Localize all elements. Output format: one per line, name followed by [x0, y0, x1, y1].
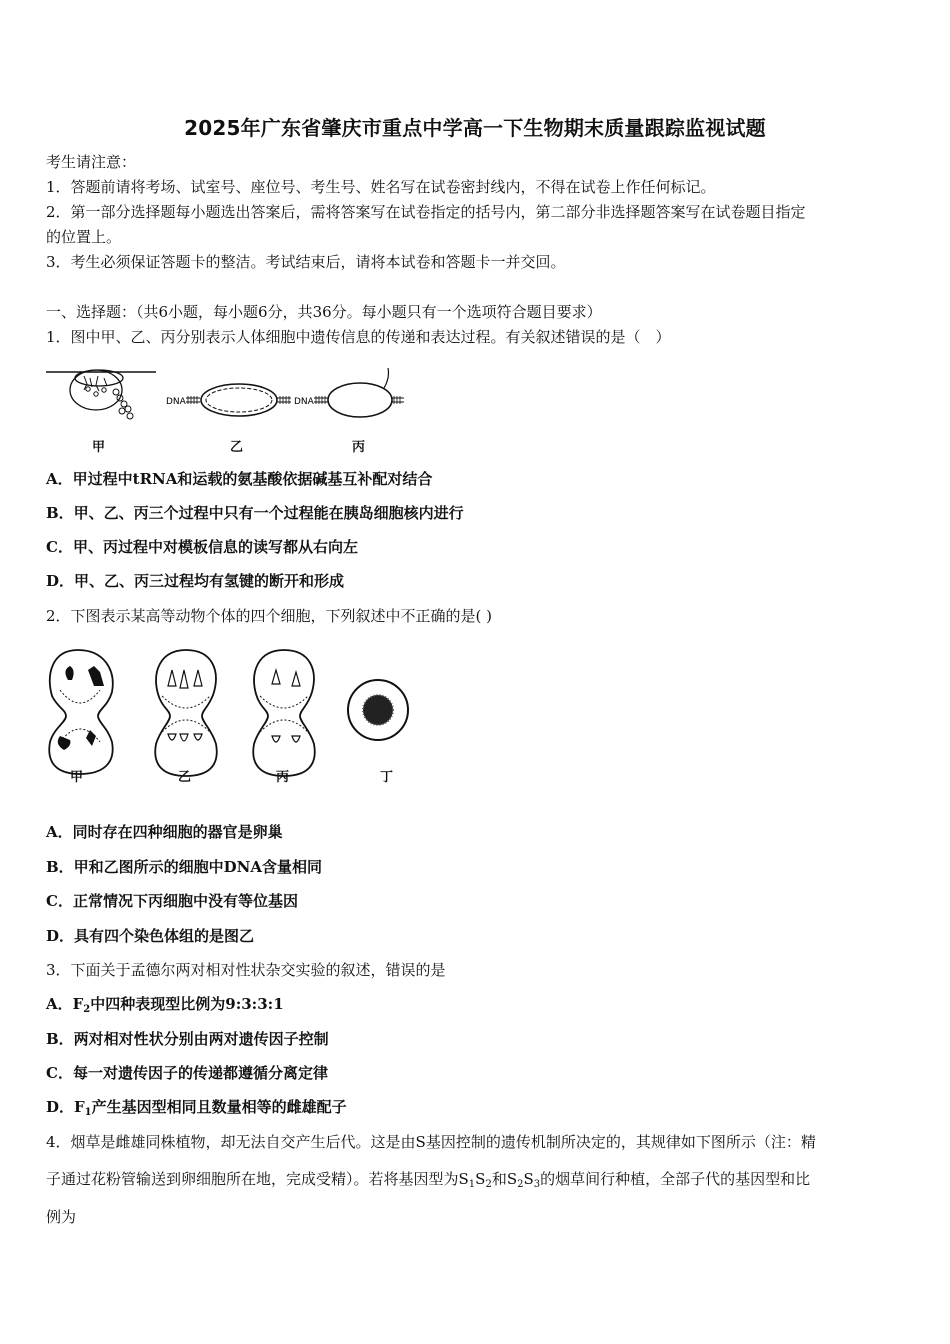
question-2-stem: 2．下图表示某高等动物个体的四个细胞，下列叙述中不正确的是( ): [46, 607, 493, 625]
cell-ding: [348, 680, 408, 740]
subscript: 2: [485, 1179, 492, 1190]
transcription-diagram: [294, 368, 404, 417]
question-3-stem: 3．下面关于孟德尔两对相对性状杂交实验的叙述，错误的是: [46, 961, 446, 979]
subscript: 1: [468, 1179, 476, 1190]
option-a: [46, 994, 904, 1014]
subscript: 1: [84, 1107, 92, 1118]
notice-item: 1．答题前请将考场、试室号、座位号、考生号、姓名写在试卷密封线内，不得在试卷上作任何标记。: [46, 178, 716, 196]
option-c: C．甲、丙过程中对模板信息的读写都从右向左: [46, 538, 358, 556]
option-a-text: 中四种表现型比例为9:3:3:1: [90, 995, 284, 1013]
subscript: 3: [533, 1179, 541, 1190]
text: S: [475, 1170, 486, 1188]
replication-diagram: [166, 384, 291, 416]
figure-label: 乙: [230, 440, 244, 455]
notice-item: 2．第一部分选择题每小题选出答案后，需将答案写在试卷指定的括号内，第二部分非选择题答案写在试卷题目指定: [46, 203, 806, 221]
subscript: 2: [517, 1179, 524, 1190]
question-2-figure: [44, 646, 424, 786]
option-d: [46, 1097, 904, 1117]
figure-label: 甲: [92, 440, 106, 455]
notice-item: 3．考生必须保证答题卡的整洁。考试结束后，请将本试卷和答题卡一并交回。: [46, 253, 566, 271]
subscript: 2: [83, 1004, 91, 1015]
section-heading: 一、选择题：（共6小题，每小题6分，共36分。每小题只有一个选项符合题目要求）: [46, 303, 602, 321]
text: 和S: [491, 1170, 518, 1188]
option-d: D．具有四个染色体组的是图乙: [46, 927, 255, 945]
option-c: C．正常情况下丙细胞中没有等位基因: [46, 892, 298, 910]
question-4-line: 例为: [46, 1208, 77, 1226]
text: 的烟草间行种植，全部子代的基因型和比: [540, 1170, 811, 1188]
option-b: B．两对相对性状分别由两对遗传因子控制: [46, 1030, 329, 1048]
option-d: D．甲、乙、丙三过程均有氢键的断开和形成: [46, 572, 345, 590]
option-d-text: 产生基因型相同且数量相等的雌雄配子: [91, 1098, 347, 1116]
question-4-line: 4．烟草是雌雄同株植物，却无法自交产生后代。这是由S基因控制的遗传机制所决定的，其规律如下图所示（注：精: [46, 1133, 816, 1151]
dna-label: DNA: [166, 397, 186, 407]
text: S: [523, 1170, 534, 1188]
text: 子通过花粉管输送到卵细胞所在地，完成受精）。若将基因型为S: [46, 1170, 469, 1188]
cell-bing: [253, 650, 315, 776]
notice-item: 的位置上。: [46, 228, 122, 246]
option-a-prefix: A．F: [46, 995, 84, 1013]
figure-label: 乙: [178, 770, 192, 785]
option-b: B．甲和乙图所示的细胞中DNA含量相同: [46, 858, 323, 876]
cell-jia: [49, 650, 113, 774]
page-title: 2025年广东省肇庆市重点中学高一下生物期末质量跟踪监视试题: [184, 116, 766, 140]
figure-label: 丙: [276, 770, 290, 785]
figure-label: 丙: [352, 440, 366, 455]
figure-label: 甲: [70, 770, 84, 785]
option-a: A．同时存在四种细胞的器官是卵巢: [46, 823, 283, 841]
option-a: A．甲过程中tRNA和运载的氨基酸依据碱基互补配对结合: [46, 470, 433, 488]
translation-diagram: [46, 370, 156, 419]
option-d-prefix: D．F: [46, 1098, 85, 1116]
question-4-line: [46, 1169, 904, 1189]
option-b: B．甲、乙、丙三个过程中只有一个过程能在胰岛细胞核内进行: [46, 504, 464, 522]
notice-heading: 考生请注意：: [46, 153, 137, 171]
option-c: C．每一对遗传因子的传递都遵循分离定律: [46, 1064, 328, 1082]
cell-yi: [155, 650, 217, 776]
figure-label: 丁: [380, 770, 394, 785]
dna-label: DNA: [294, 397, 314, 407]
question-1-stem: 1．图中甲、乙、丙分别表示人体细胞中遗传信息的传递和表达过程。有关叙述错误的是（ ）: [46, 328, 671, 346]
